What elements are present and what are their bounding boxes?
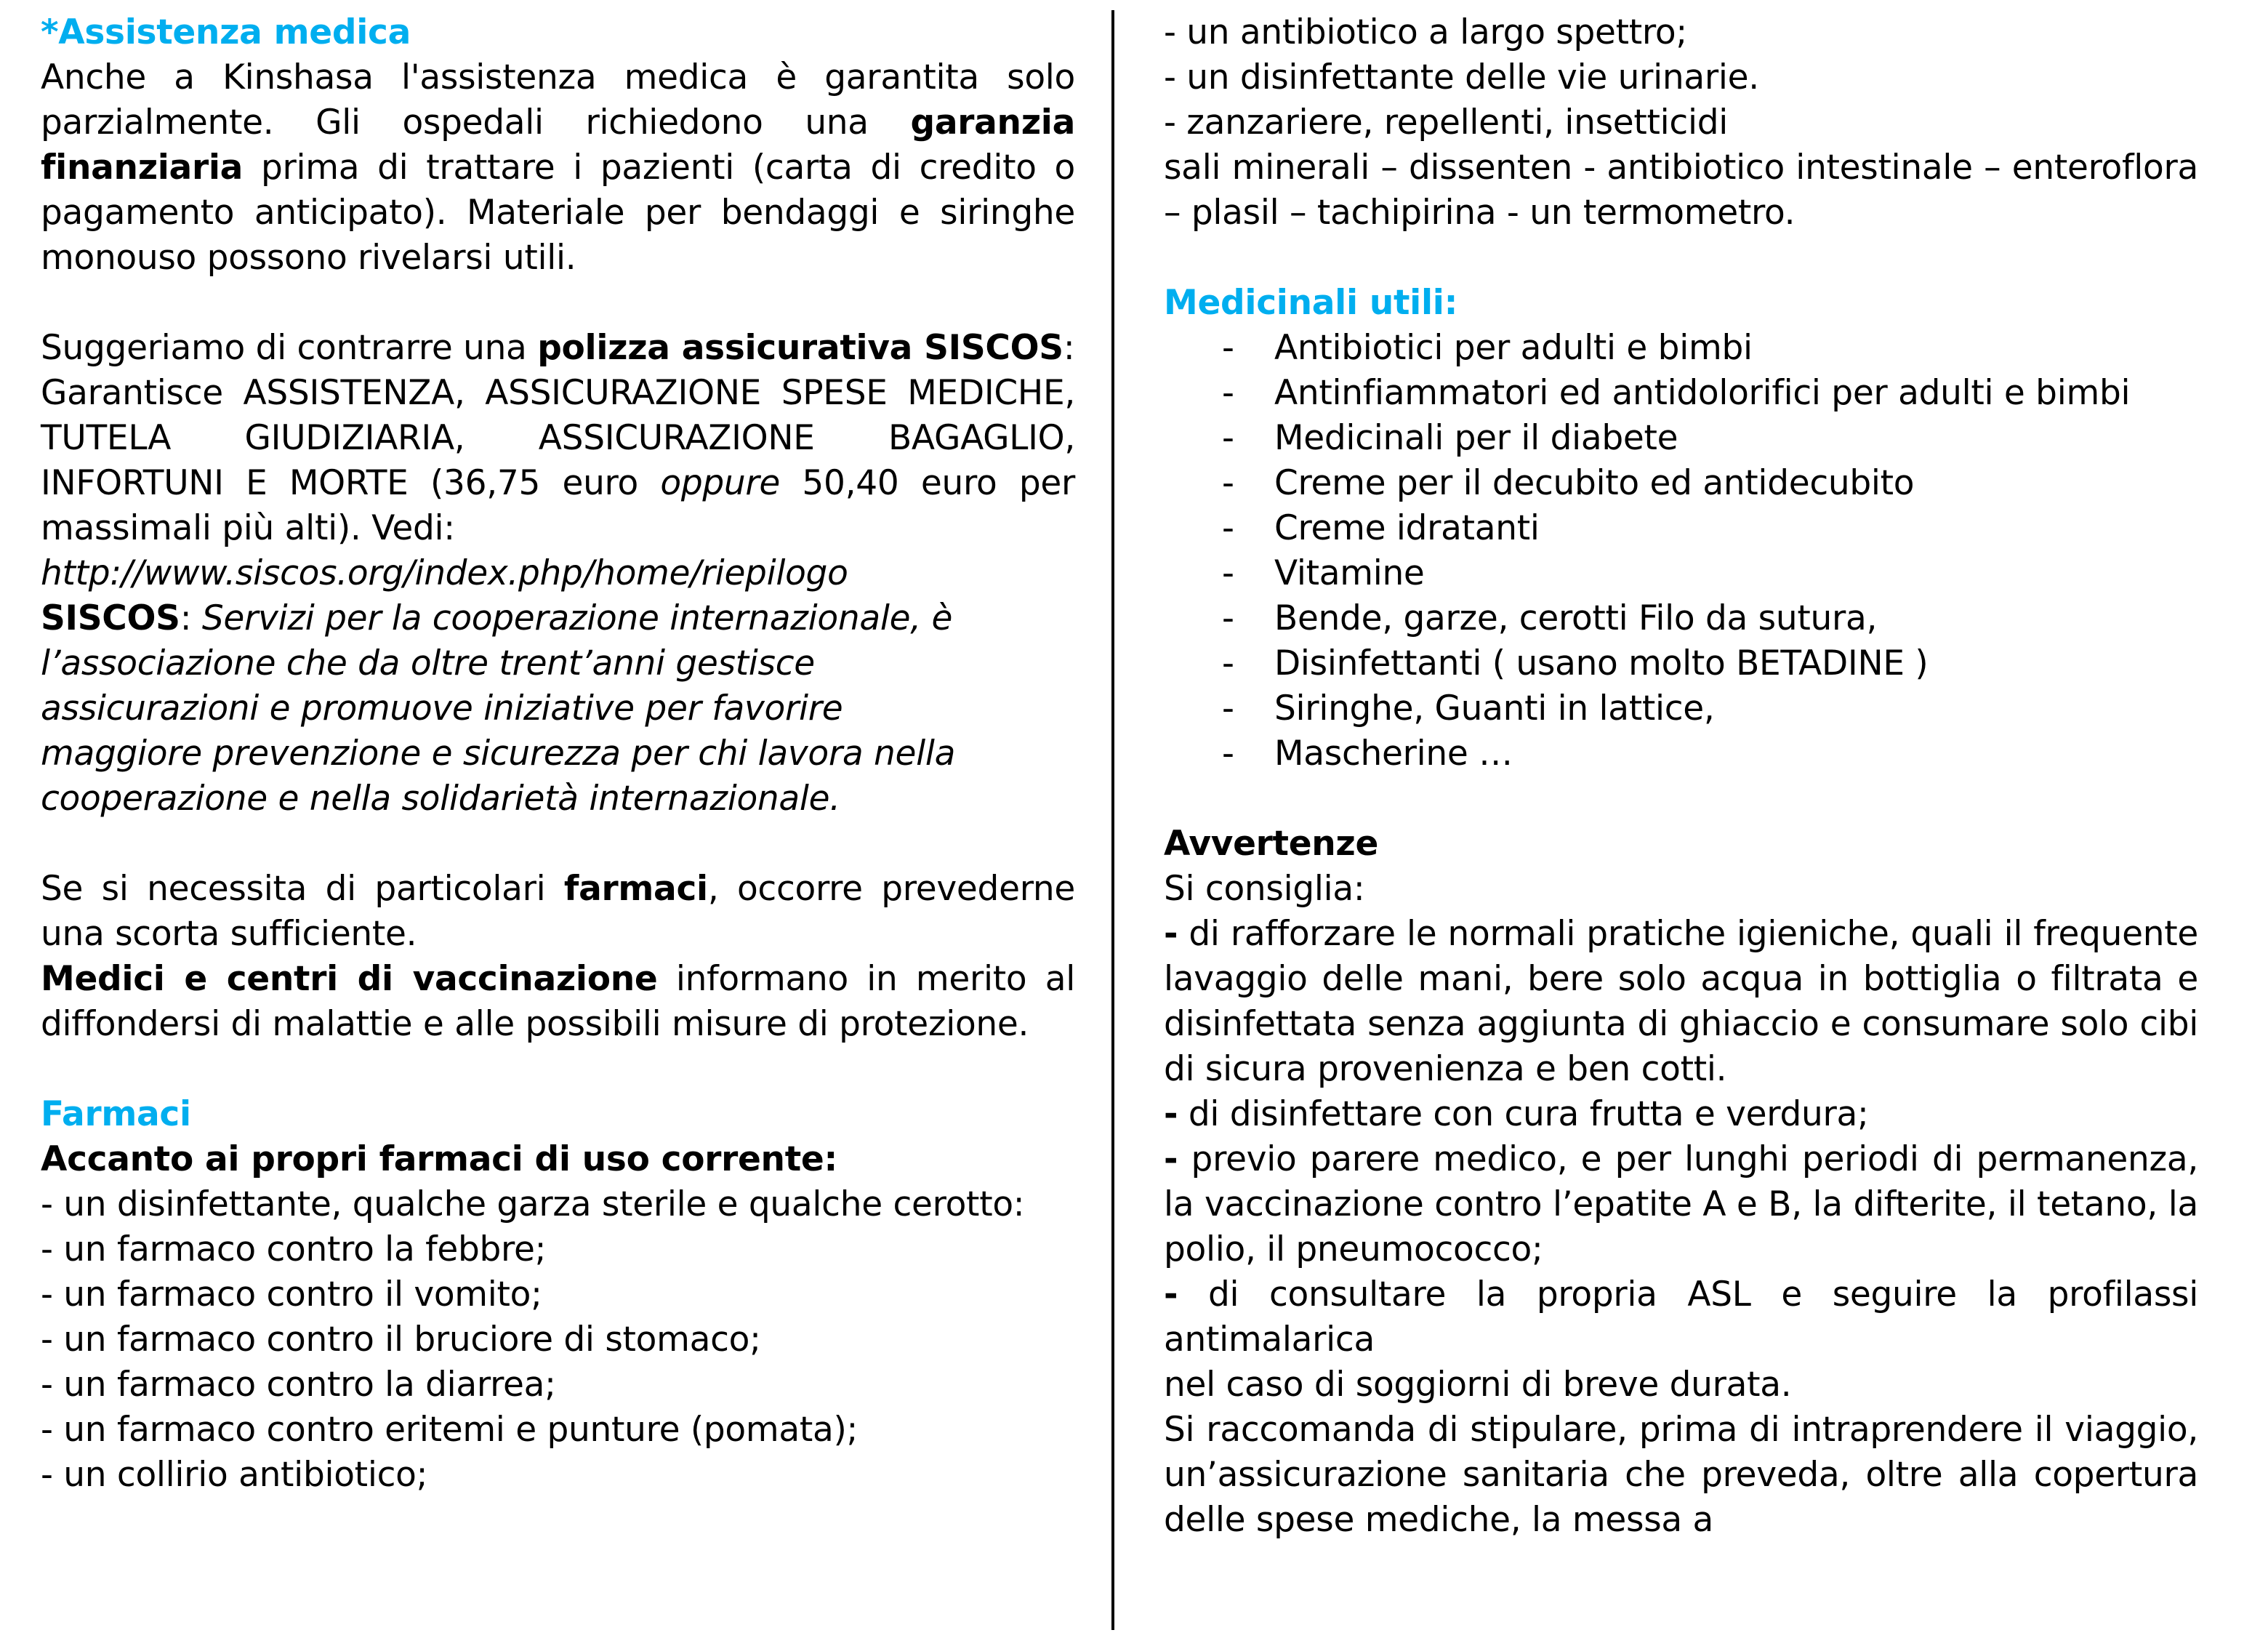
dash-bullet-icon: - bbox=[1164, 1274, 1178, 1314]
avvertenze-closing bbox=[1164, 1408, 2198, 1543]
dash-bullet-icon: - bbox=[1164, 1139, 1178, 1179]
text-span: Si raccomanda di stipulare, prima di intraprendere il viaggio, un’assicurazione sanitaria che preveda, oltre alla copertura delle spese mediche, la messa a bbox=[1164, 1410, 2198, 1540]
bold-polizza-siscos: polizza assicurativa SISCOS bbox=[537, 328, 1063, 368]
farmaci-list-item: - un disinfettante delle vie urinarie. bbox=[1164, 57, 1759, 97]
farmaci-list bbox=[41, 1227, 1075, 1498]
paragraph-polizza bbox=[41, 326, 1075, 371]
medicinali-list-item bbox=[1164, 416, 2198, 461]
medicinali-item-text: Mascherine … bbox=[1274, 734, 1513, 774]
text-span: Se si necessita di particolari bbox=[41, 869, 564, 909]
text-span: Suggeriamo di contrarre una bbox=[41, 328, 538, 368]
dash-bullet-icon: - bbox=[1222, 418, 1234, 458]
section-title-avvertenze: Avvertenze bbox=[1164, 824, 1379, 864]
dash-bullet-icon: - bbox=[1222, 508, 1234, 548]
siscos-description-line: cooperazione e nella solidarietà internazionale. bbox=[41, 779, 840, 819]
medicinali-list-item bbox=[1164, 731, 2198, 776]
dash-bullet-icon: - bbox=[1222, 688, 1234, 728]
dash-bullet-icon: - bbox=[1222, 328, 1234, 368]
dash-bullet-icon: - bbox=[1222, 734, 1234, 774]
right-column bbox=[1164, 10, 2198, 1543]
dash-bullet-icon: - bbox=[1222, 643, 1234, 683]
avvertenze-list bbox=[1164, 912, 2198, 1362]
siscos-description-line: maggiore prevenzione e sicurezza per chi lavora nella bbox=[41, 734, 956, 774]
avvertenze-intro: Si consiglia: bbox=[1164, 869, 1365, 909]
farmaci-list-item: - un farmaco contro il bruciore di stomaco; bbox=[41, 1320, 761, 1360]
medicinali-list-item bbox=[1164, 461, 2198, 506]
avvertenze-item-text: di disinfettare con cura frutta e verdura; bbox=[1178, 1094, 1869, 1134]
farmaci-intro: - un disinfettante, qualche garza sterile e qualche cerotto: bbox=[41, 1184, 1025, 1224]
medicinali-item-text: Medicinali per il diabete bbox=[1274, 418, 1678, 458]
medicinali-list-item bbox=[1164, 506, 2198, 551]
farmaci-list-item: - un antibiotico a largo spettro; bbox=[1164, 12, 1687, 52]
medicinali-list-item bbox=[1164, 596, 2198, 641]
medicinali-item-text: Antibiotici per adulti e bimbi bbox=[1274, 328, 1753, 368]
section-title-assistenza: *Assistenza medica bbox=[41, 12, 411, 52]
farmaci-list-item: - un collirio antibiotico; bbox=[41, 1455, 428, 1495]
medicinali-list-item bbox=[1164, 326, 2198, 371]
spacer bbox=[41, 822, 1075, 867]
siscos-link[interactable]: http://www.siscos.org/index.php/home/riepilogo bbox=[41, 553, 848, 593]
farmaci-list-item: - un farmaco contro il vomito; bbox=[41, 1274, 542, 1314]
avvertenze-item-text: di rafforzare le normali pratiche igieniche, quali il frequente lavaggio delle mani, bere solo acqua in bottiglia o filtrata e disinfettata senza aggiunta di ghiaccio e consumare solo cibi di sicura provenienza e ben cotti. bbox=[1164, 914, 2198, 1089]
text-span: : bbox=[180, 598, 202, 638]
siscos-description-line: assicurazioni e promuove iniziative per favorire bbox=[41, 688, 843, 728]
column-divider bbox=[1111, 10, 1114, 1630]
avvertenze-item-text: di consultare la propria ASL e seguire la profilassi antimalarica bbox=[1164, 1274, 2198, 1360]
farmaci-extra: sali minerali – dissenten - antibiotico intestinale – enteroflora – plasil – tachipirina - un termometro. bbox=[1164, 148, 2198, 233]
dash-bullet-icon: - bbox=[1164, 1094, 1178, 1134]
medicinali-item-text: Antinfiammatori ed antidolorifici per adulti e bimbi bbox=[1274, 373, 2131, 413]
spacer bbox=[41, 281, 1075, 326]
spacer bbox=[1164, 236, 2198, 281]
paragraph-assistenza-intro bbox=[41, 55, 1075, 281]
italic-oppure: oppure bbox=[660, 463, 781, 503]
paragraph-medici bbox=[41, 957, 1075, 1047]
medicinali-item-text: Disinfettanti ( usano molto BETADINE ) bbox=[1274, 643, 1929, 683]
text-span: : bbox=[1063, 328, 1075, 368]
text-span: Garantisce ASSISTENZA, ASSICURAZIONE SPESE MEDICHE, TUTELA GIUDIZIARIA, ASSICURAZIONE BAGAGLIO, INFORTUNI E MORTE (36,75 euro bbox=[41, 373, 1075, 503]
avvertenze-item bbox=[1164, 1092, 2198, 1137]
section-title-farmaci: Farmaci bbox=[41, 1094, 191, 1134]
avvertenze-item bbox=[1164, 1272, 2198, 1362]
left-column bbox=[41, 10, 1075, 1498]
dash-bullet-icon: - bbox=[1222, 598, 1234, 638]
farmaci-list-item: - un farmaco contro eritemi e punture (pomata); bbox=[41, 1410, 858, 1450]
farmaci-continued-list bbox=[1164, 10, 2198, 145]
paragraph-garantisce bbox=[41, 371, 1075, 551]
medicinali-list bbox=[1164, 326, 2198, 776]
bold-farmaci: farmaci bbox=[563, 869, 708, 909]
text-span: prima di trattare i pazienti (carta di credito o pagamento anticipato). Materiale per bendaggi e siringhe monouso possono rivelarsi utili. bbox=[41, 148, 1075, 278]
section-title-medicinali: Medicinali utili: bbox=[1164, 283, 1458, 323]
farmaci-subtitle: Accanto ai propri farmaci di uso corrente: bbox=[41, 1139, 837, 1179]
italic-text: Servizi per la cooperazione internazionale, è bbox=[201, 598, 953, 638]
avvertenze-after: nel caso di soggiorni di breve durata. bbox=[1164, 1365, 1792, 1405]
spacer bbox=[41, 1047, 1075, 1092]
dash-bullet-icon: - bbox=[1222, 553, 1234, 593]
farmaci-list-item: - un farmaco contro la febbre; bbox=[41, 1229, 547, 1269]
medicinali-item-text: Creme per il decubito ed antidecubito bbox=[1274, 463, 1915, 503]
medicinali-list-item bbox=[1164, 551, 2198, 596]
text-span: informano in merito al diffondersi di malattie e alle possibili misure di protezione. bbox=[41, 959, 1076, 1044]
avvertenze-item bbox=[1164, 1137, 2198, 1272]
medicinali-list-item bbox=[1164, 641, 2198, 686]
medicinali-list-item bbox=[1164, 371, 2198, 416]
dash-bullet-icon: - bbox=[1222, 373, 1234, 413]
text-span: Anche a Kinshasa l'assistenza medica è garantita solo parzialmente. Gli ospedali richiedono una bbox=[41, 57, 1075, 142]
medicinali-list-item bbox=[1164, 686, 2198, 731]
medicinali-item-text: Creme idratanti bbox=[1274, 508, 1540, 548]
avvertenze-item bbox=[1164, 912, 2198, 1092]
text-span: , occorre prevederne una scorta sufficiente. bbox=[41, 869, 1075, 954]
medicinali-item-text: Siringhe, Guanti in lattice, bbox=[1274, 688, 1715, 728]
bold-siscos: SISCOS bbox=[41, 598, 180, 638]
farmaci-list-item: - zanzariere, repellenti, insetticidi bbox=[1164, 103, 1729, 142]
dash-bullet-icon: - bbox=[1222, 463, 1234, 503]
text-span: 50,40 euro per massimali più alti). Vedi: bbox=[41, 463, 1075, 548]
bold-medici-centri: Medici e centri di vaccinazione bbox=[41, 959, 658, 999]
medicinali-item-text: Bende, garze, cerotti Filo da sutura, bbox=[1274, 598, 1878, 638]
paragraph-farmaci-scorta bbox=[41, 867, 1075, 957]
avvertenze-item-text: previo parere medico, e per lunghi periodi di permanenza, la vaccinazione contro l’epatite A e B, la difterite, il tetano, la polio, il pneumococco; bbox=[1164, 1139, 2198, 1269]
bold-garanzia-finanziaria: garanzia finanziaria bbox=[41, 103, 1075, 188]
spacer bbox=[1164, 776, 2198, 822]
farmaci-list-item: - un farmaco contro la diarrea; bbox=[41, 1365, 556, 1405]
dash-bullet-icon: - bbox=[1164, 914, 1178, 954]
siscos-description-line bbox=[41, 596, 1075, 641]
medicinali-item-text: Vitamine bbox=[1274, 553, 1425, 593]
siscos-description-line: l’associazione che da oltre trent’anni gestisce bbox=[41, 643, 815, 683]
